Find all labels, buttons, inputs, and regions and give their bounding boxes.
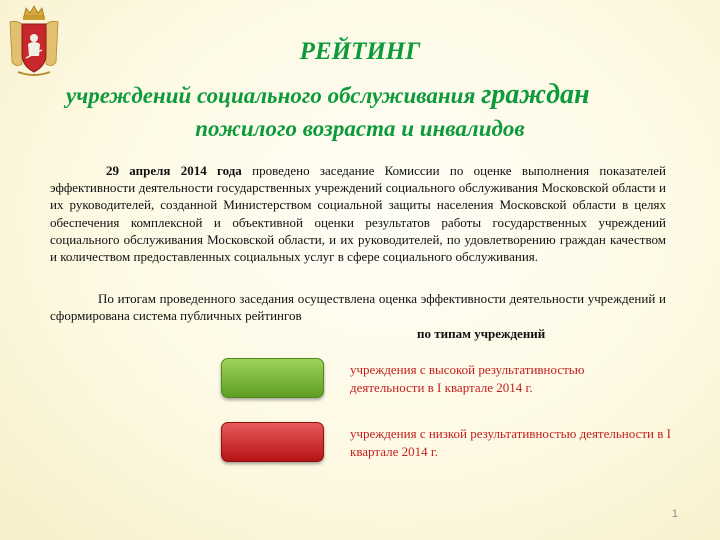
high-performance-green-badge	[221, 358, 324, 398]
paragraph-rating-system: По итогам проведенного заседания осуществлена оценка эффективности деятельности учреждений и сформирована система публичных рейтингов	[50, 291, 666, 324]
paragraph-1-text: проведено заседание Комиссии по оценке выполнения показателей эффективности деятельности государственных учреждений социального обслуживания Московской области и их руководителей, созданной Министерством социальной защиты населения Московской области в целях обеспечения комплексной и объективной оценки результатов работы государственных учреждений социального обслуживания Московской области, и их руководителей, по удовлетворению граждан качеством и количеством предоставленных социальных услуг в сфере социального обслуживания.	[50, 163, 666, 265]
title-line-2	[66, 79, 720, 111]
page-number: 1	[671, 508, 678, 520]
title-line-2-part1: учреждений социального обслуживания	[66, 83, 482, 108]
title-line-3: пожилого возраста и инвалидов	[195, 116, 525, 141]
low-performance-red-badge	[221, 422, 324, 462]
legend-low-performance: учреждения с низкой результативностью деятельности в I квартале 2014 г.	[350, 426, 671, 459]
subheading-by-institution-type: по типам учреждений	[417, 326, 546, 341]
title-line-2-part2: граждан	[481, 79, 590, 110]
title-line-1: РЕЙТИНГ	[299, 38, 421, 65]
meeting-date: 29 апреля 2014 года	[106, 163, 242, 178]
legend-high-performance: учреждения с высокой результативностью деятельности в I квартале 2014 г.	[350, 362, 585, 395]
paragraph-commission-meeting	[50, 162, 666, 265]
